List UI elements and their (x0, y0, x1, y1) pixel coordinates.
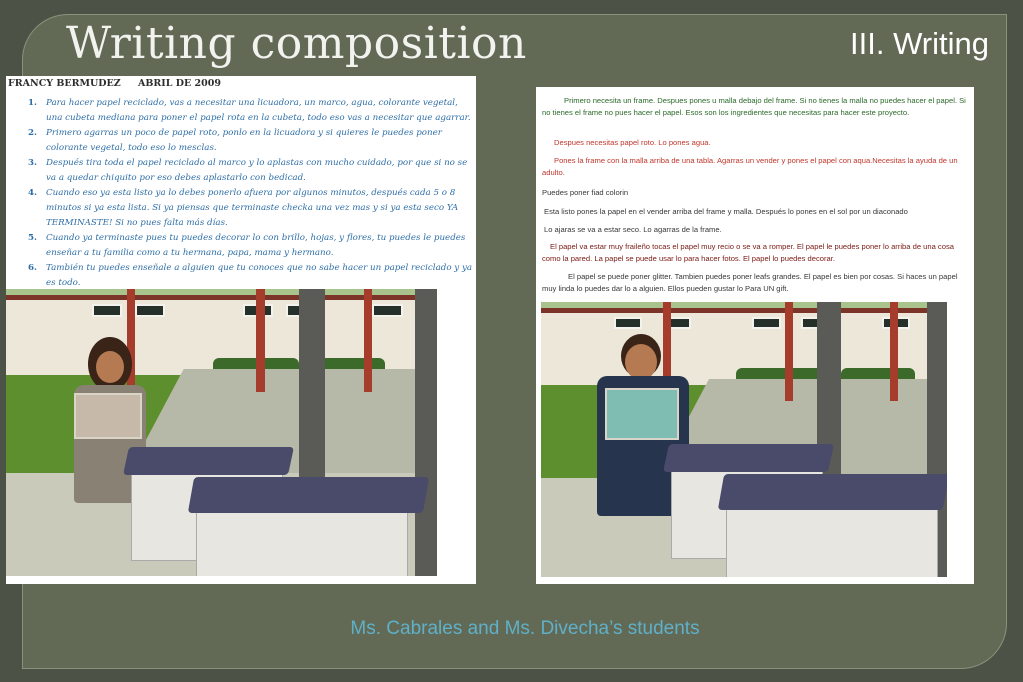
paragraph: Despues necesitas papel roto. Lo pones agua. (554, 138, 711, 147)
list-text: Para hacer papel reciclado, vas a necesitar una licuadora, un marco, agua, colorante vegetal, una cubeta mediana para poner el papel rota en la cubeta, todo eso vas a necesitar que agarrar. (46, 98, 471, 123)
list-number: 1. (28, 98, 38, 108)
paragraph: Lo ajaras se va a estar seco. Lo agarras de la frame. (544, 225, 722, 234)
paragraph: Primero necesita un frame. Despues pones u malla debajo del frame. Si no tienes la malla no puedes hacer el papel. Si no tienes el frame no pues hacer el papel. Esos son los ingredientes que necesitas para hacer este proyecto. (542, 96, 966, 117)
student-name: FRANCY BERMUDEZ (8, 78, 121, 89)
list-number: 5. (28, 233, 38, 243)
girl-with-recycled-paper-photo (6, 289, 437, 576)
paragraph: Puedes poner fiad colorin (542, 188, 629, 197)
section-label: III. Writing (850, 26, 989, 61)
slide-title: Writing composition (66, 18, 527, 69)
paragraph: Pones la frame con la malla arriba de una tabla. Agarras un vender y pones el papel con aqua.Necesitas la ayuda de un adulto. (542, 156, 958, 177)
paragraph: El papel va estar muy fraileño tocas el papel muy recio o se va a romper. El papel le puedes poner lo arriba de una cosa como la pared. La papel se puede usar lo para hacer fotos. El papel lo puedes decorar. (542, 242, 954, 263)
paragraph: Esta listo pones la papel en el vender arriba del frame y malla. Después lo pones en el sol por un diaconado (544, 207, 908, 216)
slide-caption: Ms. Cabrales and Ms. Divecha’s students (350, 618, 700, 639)
document-date: ABRIL DE 2009 (138, 78, 221, 89)
paragraph: El papel se puede poner glitter. Tambien puedes poner leafs grandes. El papel es bien por cosas. Si haces un papel muy linda lo puedes dar lo a alguien. Ellos pueden gustar lo Para UN gift. (542, 272, 958, 293)
list-number: 4. (28, 188, 38, 198)
list-text: También tu puedes enseñale a alguien que tu conoces que no sabe hacer un papel reciclado y ya es todo. (46, 263, 473, 288)
boy-with-recycled-paper-photo (541, 302, 947, 577)
list-text: Cuando eso ya esta listo ya lo debes ponerlo afuera por algunos minutos, después cada 5 o 8 minutos si ya esta lista. Si ya piensas que terminaste checka una vez mas y si ya esta seco YA TERMINASTE! Si no pues falta más días. (46, 188, 459, 228)
list-number: 2. (28, 128, 38, 138)
list-text: Después tira toda el papel reciclado al marco y lo aplastas con mucho cuidado, por que si no se va a quedar chiquito por eso debes aplastarlo con bedicad. (46, 158, 468, 183)
list-text: Cuando ya terminaste pues tu puedes decorar lo con brillo, hojas, y flores, tu puedes le puedes enseñar a tu familia como a tu hermana, papa, mama y hermano. (46, 233, 466, 258)
list-text: Primero agarras un poco de papel roto, ponlo en la licuadora y si quieres le puedes poner colorante vegetal, todo eso lo mesclas. (46, 128, 442, 153)
list-number: 6. (28, 263, 38, 273)
list-number: 3. (28, 158, 38, 168)
